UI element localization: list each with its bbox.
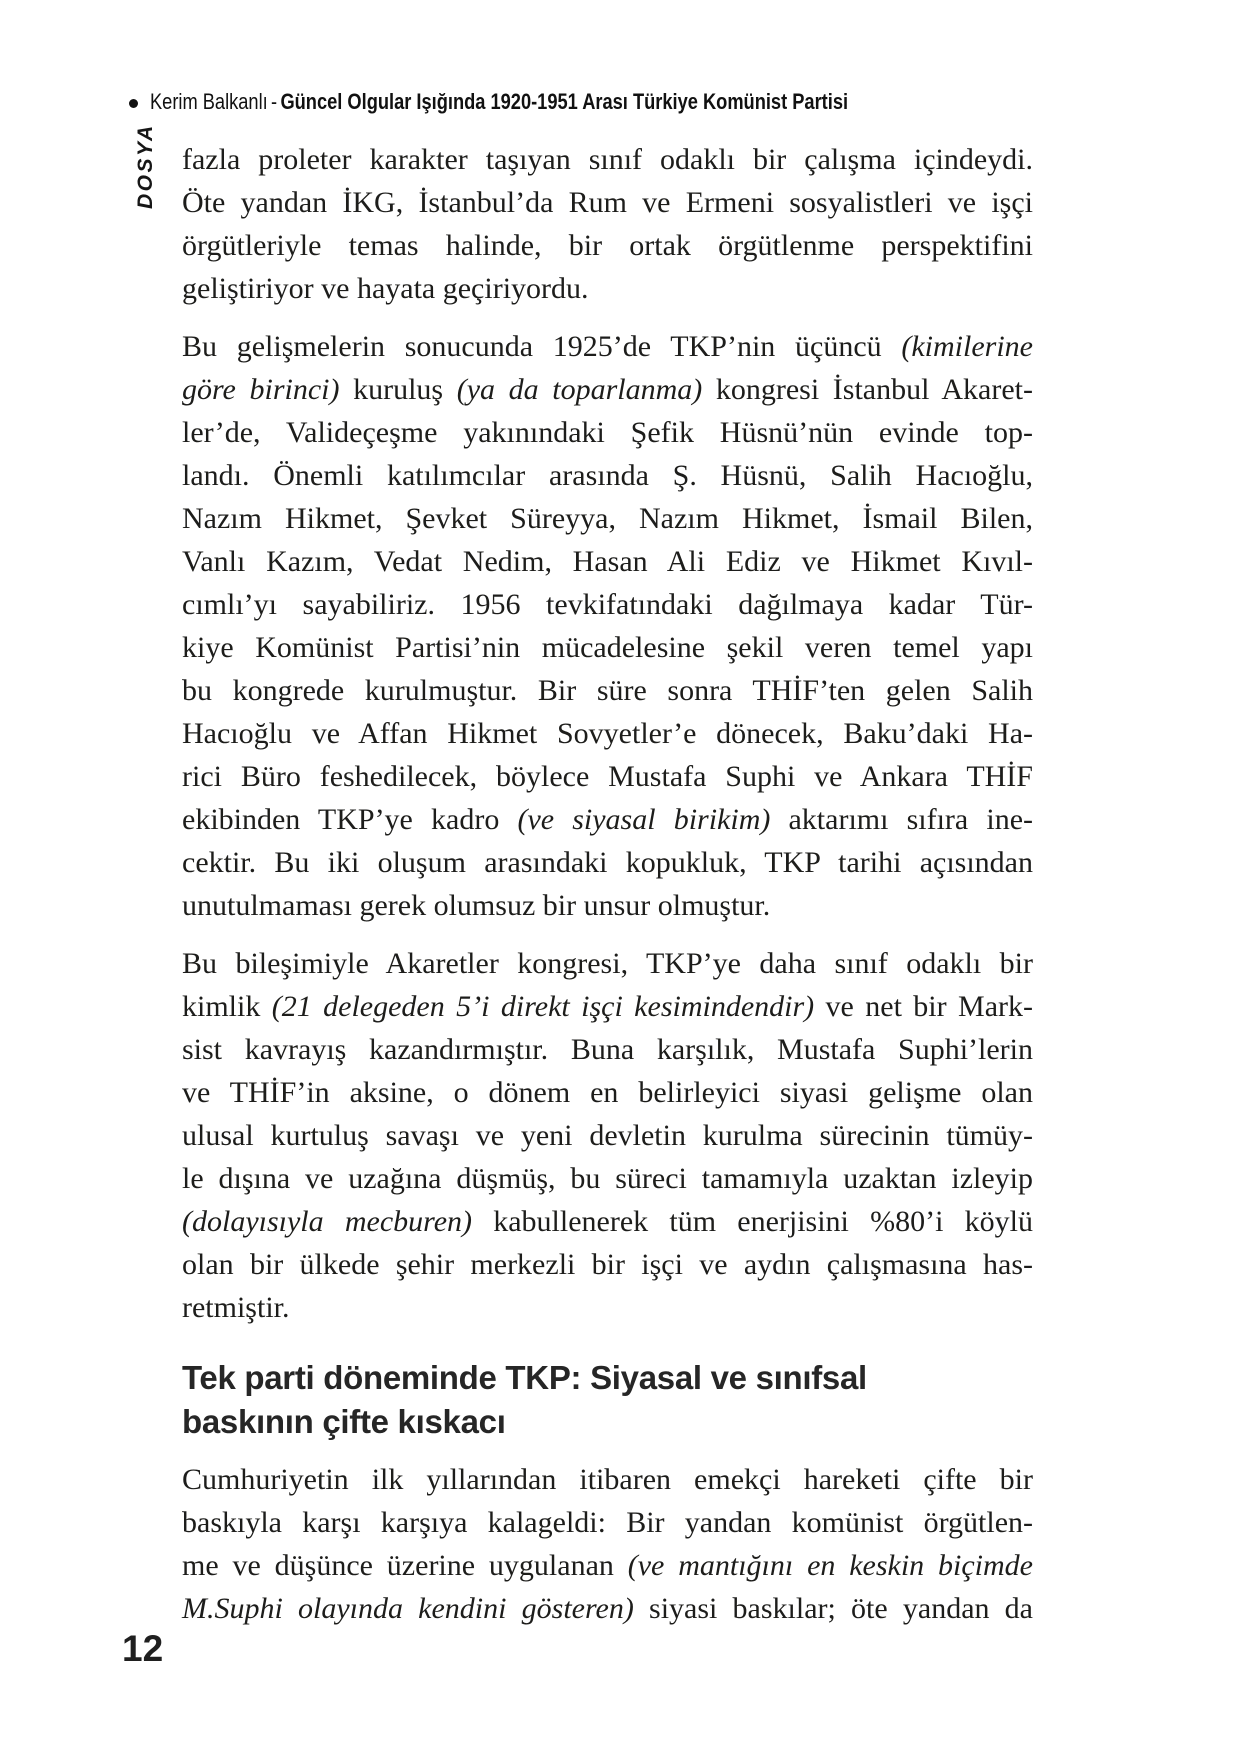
text-line: me ve düşünce üzerine uygulanan (ve mantığını en keskin biçimde — [182, 1549, 1033, 1582]
body-paragraph — [182, 942, 1033, 1329]
text-line: (dolayısıyla mecburen) kabullenerek tüm enerjisini %80’i köylü — [182, 1205, 1033, 1238]
text-line: Hacıoğlu ve Affan Hikmet Sovyetler’e dönecek, Baku’daki Ha- — [182, 717, 1033, 750]
running-header — [129, 90, 991, 114]
text-line: ve THİF’in aksine, o dönem en belirleyici siyasi gelişme olan — [182, 1076, 1033, 1109]
italic-segment: (21 delegeden 5’i direkt işçi kesimindendir) — [271, 990, 815, 1023]
running-header-text — [150, 90, 848, 114]
section-label-vertical: DOSYA — [134, 123, 157, 209]
text-line: unutulmaması gerek olumsuz bir unsur olmuştur. — [182, 889, 771, 922]
text-line: sist kavrayış kazandırmıştır. Buna karşılık, Mustafa Suphi’lerin — [182, 1033, 1033, 1066]
bullet-icon — [129, 99, 138, 108]
heading-line: Tek parti döneminde TKP: Siyasal ve sınıfsal — [182, 1359, 867, 1396]
text-line: göre birinci) kuruluş (ya da toparlanma) kongresi İstanbul Akaret- — [182, 373, 1034, 406]
italic-segment: (dolayısıyla mecburen) — [182, 1205, 473, 1238]
text-line: Öte yandan İKG, İstanbul’da Rum ve Ermeni sosyalistleri ve işçi — [182, 186, 1033, 219]
italic-segment: M.Suphi olayında kendini gösteren) — [182, 1592, 634, 1625]
text-line: baskıyla karşı karşıya kalageldi: Bir yandan komünist örgütlen- — [182, 1506, 1033, 1539]
text-line: Nazım Hikmet, Şevket Süreyya, Nazım Hikmet, İsmail Bilen, — [182, 502, 1033, 535]
text-line: rici Büro feshedilecek, böylece Mustafa Suphi ve Ankara THİF — [182, 760, 1033, 793]
text-line: ler’de, Valideçeşme yakınındaki Şefik Hüsnü’nün evinde top- — [182, 416, 1033, 449]
text-line: kiye Komünist Partisi’nin mücadelesine şekil veren temel yapı — [182, 631, 1033, 664]
text-line: Cumhuriyetin ilk yıllarından itibaren emekçi hareketi çifte bir — [182, 1463, 1033, 1496]
body-text-column — [182, 138, 1033, 1645]
text-line: cektir. Bu iki oluşum arasındaki kopukluk, TKP tarihi açısından — [182, 846, 1033, 879]
text-line: örgütleriyle temas halinde, bir ortak örgütlenme perspektifini — [182, 229, 1033, 262]
text-line: olan bir ülkede şehir merkezli bir işçi ve aydın çalışmasına has- — [182, 1248, 1033, 1281]
text-line: landı. Önemli katılımcılar arasında Ş. Hüsnü, Salih Hacıoğlu, — [182, 459, 1033, 492]
section-heading — [182, 1356, 1033, 1444]
text-line: Bu gelişmelerin sonucunda 1925’de TKP’nin üçüncü (kimilerine — [182, 330, 1033, 363]
text-line: Vanlı Kazım, Vedat Nedim, Hasan Ali Ediz ve Hikmet Kıvıl- — [182, 545, 1033, 578]
body-paragraph — [182, 1458, 1033, 1630]
book-title: Güncel Olgular Işığında 1920-1951 Arası Türkiye Komünist Partisi — [280, 89, 849, 114]
italic-segment: (kimilerine — [901, 330, 1033, 363]
text-line: cımlı’yı sayabiliriz. 1956 tevkifatındaki dağılmaya kadar Tür- — [182, 588, 1033, 621]
text-line: retmiştir. — [182, 1291, 290, 1324]
body-paragraph — [182, 325, 1033, 927]
italic-segment: (ya da toparlanma) — [456, 373, 703, 406]
page-number: 12 — [122, 1628, 164, 1669]
author-name: Kerim Balkanlı — [150, 89, 268, 114]
text-line: Bu bileşimiyle Akaretler kongresi, TKP’ye daha sınıf odaklı bir — [182, 947, 1033, 980]
header-separator: - — [271, 89, 278, 114]
text-line: fazla proleter karakter taşıyan sınıf odaklı bir çalışma içindeydi. — [182, 143, 1033, 176]
text-line: ulusal kurtuluş savaşı ve yeni devletin kurulma sürecinin tümüy- — [182, 1119, 1033, 1152]
text-line: kimlik (21 delegeden 5’i direkt işçi kesimindendir) ve net bir Mark- — [182, 990, 1034, 1023]
text-line: bu kongrede kurulmuştur. Bir süre sonra THİF’ten gelen Salih — [182, 674, 1033, 707]
body-paragraph — [182, 138, 1033, 310]
italic-segment: (ve siyasal birikim) — [517, 803, 771, 836]
text-line: ekibinden TKP’ye kadro (ve siyasal birikim) aktarımı sıfıra ine- — [182, 803, 1034, 836]
italic-segment: (ve mantığını en keskin biçimde — [627, 1549, 1033, 1582]
italic-segment: göre birinci) — [182, 373, 340, 406]
text-line: le dışına ve uzağına düşmüş, bu süreci tamamıyla uzaktan izleyip — [182, 1162, 1033, 1195]
heading-line: baskının çifte kıskacı — [182, 1403, 506, 1440]
text-line: geliştiriyor ve hayata geçiriyordu. — [182, 272, 589, 305]
text-line: M.Suphi olayında kendini gösteren) siyasi baskılar; öte yandan da — [182, 1592, 1033, 1625]
